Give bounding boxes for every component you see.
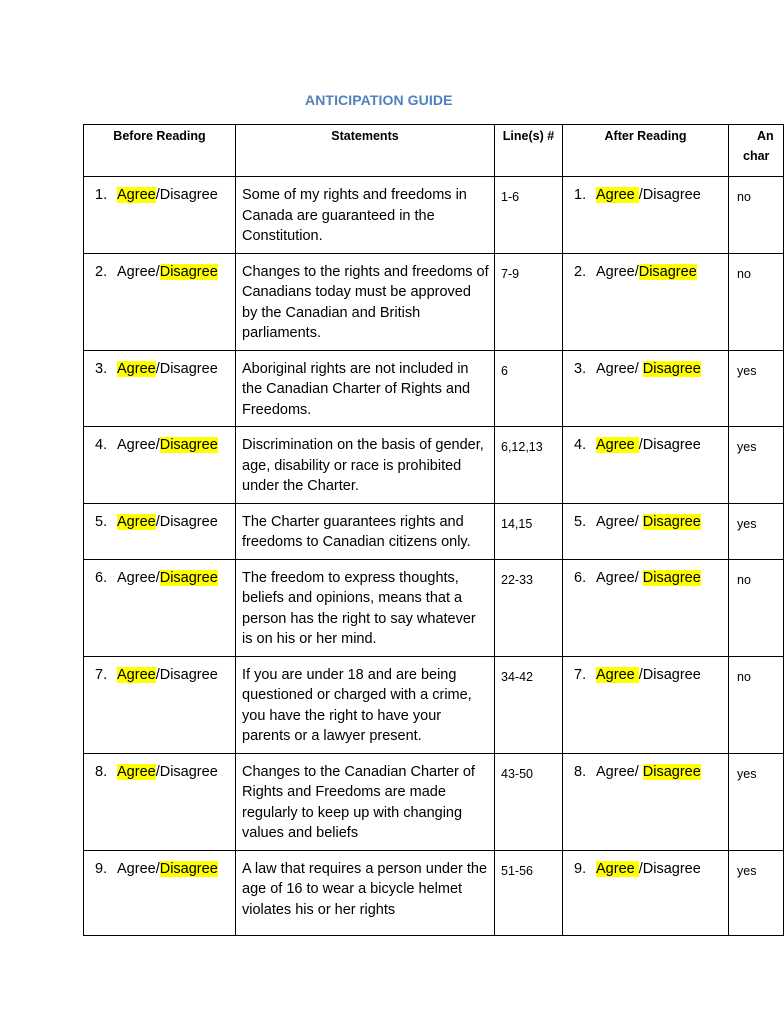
disagree-option: Disagree (642, 763, 701, 780)
option-separator: / (155, 860, 160, 877)
disagree-option: Disagree (159, 860, 218, 877)
item-number: 5. (574, 513, 587, 530)
answer-changed-cell: no (729, 656, 784, 753)
item-number: 4. (95, 437, 108, 453)
before-reading-cell (84, 350, 236, 427)
statement-text: Aboriginal rights are not included in the Canadian Charter of Rights and Freedoms. (242, 360, 471, 418)
header-row (84, 125, 784, 177)
before-reading-cell (84, 253, 236, 350)
after-reading-cell (563, 253, 729, 350)
after-reading-cell (563, 427, 729, 504)
item-number: 1. (95, 187, 108, 203)
agree-option: Agree (117, 360, 156, 377)
disagree-option: Disagree (642, 569, 701, 586)
after-reading-cell (563, 503, 729, 559)
answer-changed-cell: yes (729, 503, 784, 559)
lines-cell: 43-50 (495, 753, 563, 850)
item-number: 3. (95, 360, 108, 377)
statement-text: Changes to the rights and freedoms of Canadians today must be approved by the Canadian and British parliaments. (242, 263, 489, 341)
before-reading-cell (84, 656, 236, 753)
option-separator: / (155, 569, 160, 586)
table-row (84, 656, 784, 753)
statement-cell (236, 559, 495, 656)
agree-option: Agree (117, 666, 156, 683)
statement-cell (236, 427, 495, 504)
item-number: 5. (95, 513, 108, 530)
table-row (84, 350, 784, 427)
table-row (84, 503, 784, 559)
table-row (84, 253, 784, 350)
option-separator: / (634, 513, 643, 530)
table-row (84, 177, 784, 254)
item-number: 6. (574, 569, 587, 586)
disagree-option: Disagree (159, 513, 218, 530)
statement-cell (236, 177, 495, 254)
page-title: ANTICIPATION GUIDE (305, 92, 453, 108)
lines-cell: 34-42 (495, 656, 563, 753)
statement-text: Changes to the Canadian Charter of Rights and Freedoms are made regularly to keep up with changing values and beliefs (242, 763, 475, 841)
disagree-option: Disagree (642, 437, 701, 453)
disagree-option: Disagree (642, 360, 701, 377)
option-separator: / (155, 360, 160, 377)
option-separator: / (638, 860, 643, 877)
agree-option: Agree (596, 763, 635, 780)
agree-option: Agree (117, 763, 156, 780)
answer-changed-cell: yes (729, 427, 784, 504)
item-number: 2. (574, 263, 587, 280)
statement-cell (236, 850, 495, 935)
disagree-option: Disagree (159, 187, 218, 203)
item-number: 2. (95, 263, 108, 280)
agree-option: Agree (596, 437, 639, 453)
answer-changed-cell: no (729, 253, 784, 350)
option-separator: / (155, 263, 160, 280)
agree-option: Agree (596, 513, 635, 530)
agree-option: Agree (596, 666, 639, 683)
answer-changed-cell: yes (729, 850, 784, 935)
disagree-option: Disagree (159, 763, 218, 780)
before-reading-cell (84, 753, 236, 850)
item-number: 8. (95, 763, 108, 780)
statement-cell (236, 253, 495, 350)
disagree-option: Disagree (642, 860, 701, 877)
before-reading-cell (84, 503, 236, 559)
before-reading-cell (84, 850, 236, 935)
table-row (84, 427, 784, 504)
disagree-option: Disagree (642, 187, 701, 203)
agree-option: Agree (117, 860, 156, 877)
item-number: 3. (574, 360, 587, 377)
agree-option: Agree (596, 860, 639, 877)
answer-changed-cell: yes (729, 350, 784, 427)
agree-option: Agree (596, 263, 635, 280)
statement-text: The freedom to express thoughts, beliefs and opinions, means that a person has the right to say whatever is on his or her mind. (242, 569, 476, 647)
agree-option: Agree (596, 187, 639, 203)
header-after-reading: After Reading (563, 125, 729, 177)
option-separator: / (155, 513, 160, 530)
option-separator: / (634, 763, 643, 780)
disagree-option: Disagree (642, 513, 701, 530)
statement-text: A law that requires a person under the age of 16 to wear a bicycle helmet violates his or her rights (242, 860, 488, 918)
statement-text: Some of my rights and freedoms in Canada are guaranteed in the Constitution. (242, 187, 467, 244)
before-reading-cell (84, 177, 236, 254)
table-row (84, 753, 784, 850)
statement-text: The Charter guarantees rights and freedoms to Canadian citizens only. (242, 513, 471, 550)
option-separator: / (634, 263, 639, 280)
after-reading-cell (563, 850, 729, 935)
table-row (84, 850, 784, 935)
disagree-option: Disagree (159, 569, 218, 586)
lines-cell: 51-56 (495, 850, 563, 935)
item-number: 6. (95, 569, 108, 586)
disagree-option: Disagree (159, 360, 218, 377)
lines-cell: 7-9 (495, 253, 563, 350)
header-statements: Statements (236, 125, 495, 177)
after-reading-cell (563, 656, 729, 753)
answer-changed-cell: no (729, 559, 784, 656)
option-separator: / (155, 763, 160, 780)
after-reading-cell (563, 753, 729, 850)
disagree-option: Disagree (638, 263, 697, 280)
statement-cell (236, 656, 495, 753)
lines-cell: 6,12,13 (495, 427, 563, 504)
agree-option: Agree (596, 569, 635, 586)
disagree-option: Disagree (159, 263, 218, 280)
option-separator: / (638, 187, 643, 203)
item-number: 7. (574, 666, 587, 683)
answer-changed-cell: no (729, 177, 784, 254)
item-number: 9. (95, 860, 108, 877)
after-reading-cell (563, 177, 729, 254)
after-reading-cell (563, 350, 729, 427)
agree-option: Agree (117, 187, 156, 203)
item-number: 1. (574, 187, 587, 203)
disagree-option: Disagree (159, 437, 218, 453)
option-separator: / (638, 666, 643, 683)
agree-option: Agree (117, 263, 156, 280)
option-separator: / (155, 187, 160, 203)
before-reading-cell (84, 559, 236, 656)
header-before-reading: Before Reading (84, 125, 236, 177)
lines-cell: 14,15 (495, 503, 563, 559)
item-number: 9. (574, 860, 587, 877)
disagree-option: Disagree (642, 666, 701, 683)
item-number: 7. (95, 666, 108, 683)
option-separator: / (155, 437, 160, 453)
after-reading-cell (563, 559, 729, 656)
option-separator: / (634, 569, 643, 586)
item-number: 8. (574, 763, 587, 780)
statement-cell (236, 503, 495, 559)
item-number: 4. (574, 437, 587, 453)
lines-cell: 6 (495, 350, 563, 427)
header-answer-changed: An char (729, 125, 784, 177)
lines-cell: 1-6 (495, 177, 563, 254)
table-row (84, 559, 784, 656)
agree-option: Agree (596, 360, 635, 377)
before-reading-cell (84, 427, 236, 504)
agree-option: Agree (117, 569, 156, 586)
answer-changed-cell: yes (729, 753, 784, 850)
statement-text: Discrimination on the basis of gender, age, disability or race is prohibited under the Charter. (242, 437, 484, 494)
disagree-option: Disagree (159, 666, 218, 683)
anticipation-table (83, 124, 784, 936)
lines-cell: 22-33 (495, 559, 563, 656)
agree-option: Agree (117, 437, 156, 453)
statement-cell (236, 350, 495, 427)
statement-cell (236, 753, 495, 850)
header-lines: Line(s) # (495, 125, 563, 177)
option-separator: / (638, 437, 643, 453)
statement-text: If you are under 18 and are being questioned or charged with a crime, you have the right to have your parents or a lawyer present. (242, 666, 472, 744)
agree-option: Agree (117, 513, 156, 530)
option-separator: / (155, 666, 160, 683)
option-separator: / (634, 360, 643, 377)
